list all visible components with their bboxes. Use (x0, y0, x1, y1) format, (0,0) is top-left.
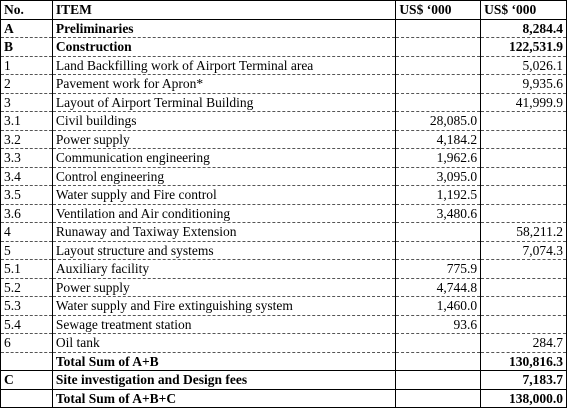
row-total (481, 186, 567, 205)
row-item: Water supply and Fire control (52, 186, 395, 205)
row-subtotal (396, 371, 481, 390)
row-no: A (1, 19, 53, 38)
row-subtotal: 775.9 (396, 260, 481, 279)
row-total (481, 297, 567, 316)
row-item: Power supply (52, 278, 395, 297)
table-header-row (1, 1, 567, 20)
row-subtotal: 28,085.0 (396, 112, 481, 131)
row-subtotal: 3,095.0 (396, 167, 481, 186)
table-row (1, 204, 567, 223)
row-total: 41,999.9 (481, 93, 567, 112)
row-item: Communication engineering (52, 149, 395, 168)
grand-total-row (1, 389, 567, 408)
row-subtotal: 3,480.6 (396, 204, 481, 223)
row-no: 3.1 (1, 112, 53, 131)
table-row (1, 149, 567, 168)
row-item: Site investigation and Design fees (52, 371, 395, 390)
table-row (1, 371, 567, 390)
row-no: C (1, 371, 53, 390)
row-subtotal: 4,184.2 (396, 130, 481, 149)
row-subtotal: 1,962.6 (396, 149, 481, 168)
row-total: 122,531.9 (481, 38, 567, 57)
row-no (1, 352, 53, 371)
table-row (1, 315, 567, 334)
row-no: 2 (1, 75, 53, 94)
row-total (481, 130, 567, 149)
table-row (1, 297, 567, 316)
row-subtotal: 93.6 (396, 315, 481, 334)
subtotal-row (1, 352, 567, 371)
table-row (1, 241, 567, 260)
row-no: 3 (1, 93, 53, 112)
row-total: 5,026.1 (481, 56, 567, 75)
row-total: 130,816.3 (481, 352, 567, 371)
row-item: Auxiliary facility (52, 260, 395, 279)
row-subtotal (396, 56, 481, 75)
row-no: 6 (1, 334, 53, 353)
row-item: Layout of Airport Terminal Building (52, 93, 395, 112)
row-item: Preliminaries (52, 19, 395, 38)
table-row (1, 186, 567, 205)
row-subtotal (396, 38, 481, 57)
header-item: ITEM (52, 1, 395, 20)
row-item: Layout structure and systems (52, 241, 395, 260)
row-no: 3.4 (1, 167, 53, 186)
table-row (1, 260, 567, 279)
row-total (481, 315, 567, 334)
table-row (1, 112, 567, 131)
row-no: 1 (1, 56, 53, 75)
row-item: Water supply and Fire extinguishing system (52, 297, 395, 316)
row-item: Pavement work for Apron* (52, 75, 395, 94)
header-no: No. (1, 1, 53, 20)
row-total: 138,000.0 (481, 389, 567, 408)
row-item: Civil buildings (52, 112, 395, 131)
row-no: 3.6 (1, 204, 53, 223)
table-row (1, 130, 567, 149)
row-item: Total Sum of A+B+C (52, 389, 395, 408)
row-total: 284.7 (481, 334, 567, 353)
row-no (1, 389, 53, 408)
row-subtotal (396, 223, 481, 242)
table-row (1, 167, 567, 186)
row-item: Land Backfilling work of Airport Terminal area (52, 56, 395, 75)
row-total (481, 167, 567, 186)
row-total (481, 112, 567, 131)
row-subtotal (396, 19, 481, 38)
table-row (1, 223, 567, 242)
row-total (481, 149, 567, 168)
row-no: 5.1 (1, 260, 53, 279)
row-total: 7,074.3 (481, 241, 567, 260)
row-item: Power supply (52, 130, 395, 149)
table-row (1, 93, 567, 112)
table-row (1, 56, 567, 75)
header-total-usd: US$ ‘000 (481, 1, 567, 20)
row-subtotal (396, 93, 481, 112)
row-item: Ventilation and Air conditioning (52, 204, 395, 223)
row-no: 5.2 (1, 278, 53, 297)
row-item: Total Sum of A+B (52, 352, 395, 371)
row-subtotal (396, 334, 481, 353)
row-subtotal (396, 352, 481, 371)
row-subtotal (396, 75, 481, 94)
table-row (1, 75, 567, 94)
row-total: 9,935.6 (481, 75, 567, 94)
row-subtotal (396, 241, 481, 260)
row-total: 8,284.4 (481, 19, 567, 38)
row-total (481, 278, 567, 297)
row-total (481, 204, 567, 223)
row-no: 3.5 (1, 186, 53, 205)
row-subtotal: 1,460.0 (396, 297, 481, 316)
row-no: 3.2 (1, 130, 53, 149)
row-subtotal: 4,744.8 (396, 278, 481, 297)
row-subtotal: 1,192.5 (396, 186, 481, 205)
row-total: 7,183.7 (481, 371, 567, 390)
row-total (481, 260, 567, 279)
row-item: Sewage treatment station (52, 315, 395, 334)
row-no: B (1, 38, 53, 57)
row-item: Control engineering (52, 167, 395, 186)
row-no: 4 (1, 223, 53, 242)
table-row (1, 38, 567, 57)
table-row (1, 19, 567, 38)
row-no: 5.4 (1, 315, 53, 334)
header-subtotal-usd: US$ ‘000 (396, 1, 481, 20)
row-no: 3.3 (1, 149, 53, 168)
row-subtotal (396, 389, 481, 408)
table-row (1, 278, 567, 297)
row-no: 5.3 (1, 297, 53, 316)
row-item: Construction (52, 38, 395, 57)
row-item: Oil tank (52, 334, 395, 353)
row-total: 58,211.2 (481, 223, 567, 242)
row-item: Runaway and Taxiway Extension (52, 223, 395, 242)
row-no: 5 (1, 241, 53, 260)
table-row (1, 334, 567, 353)
